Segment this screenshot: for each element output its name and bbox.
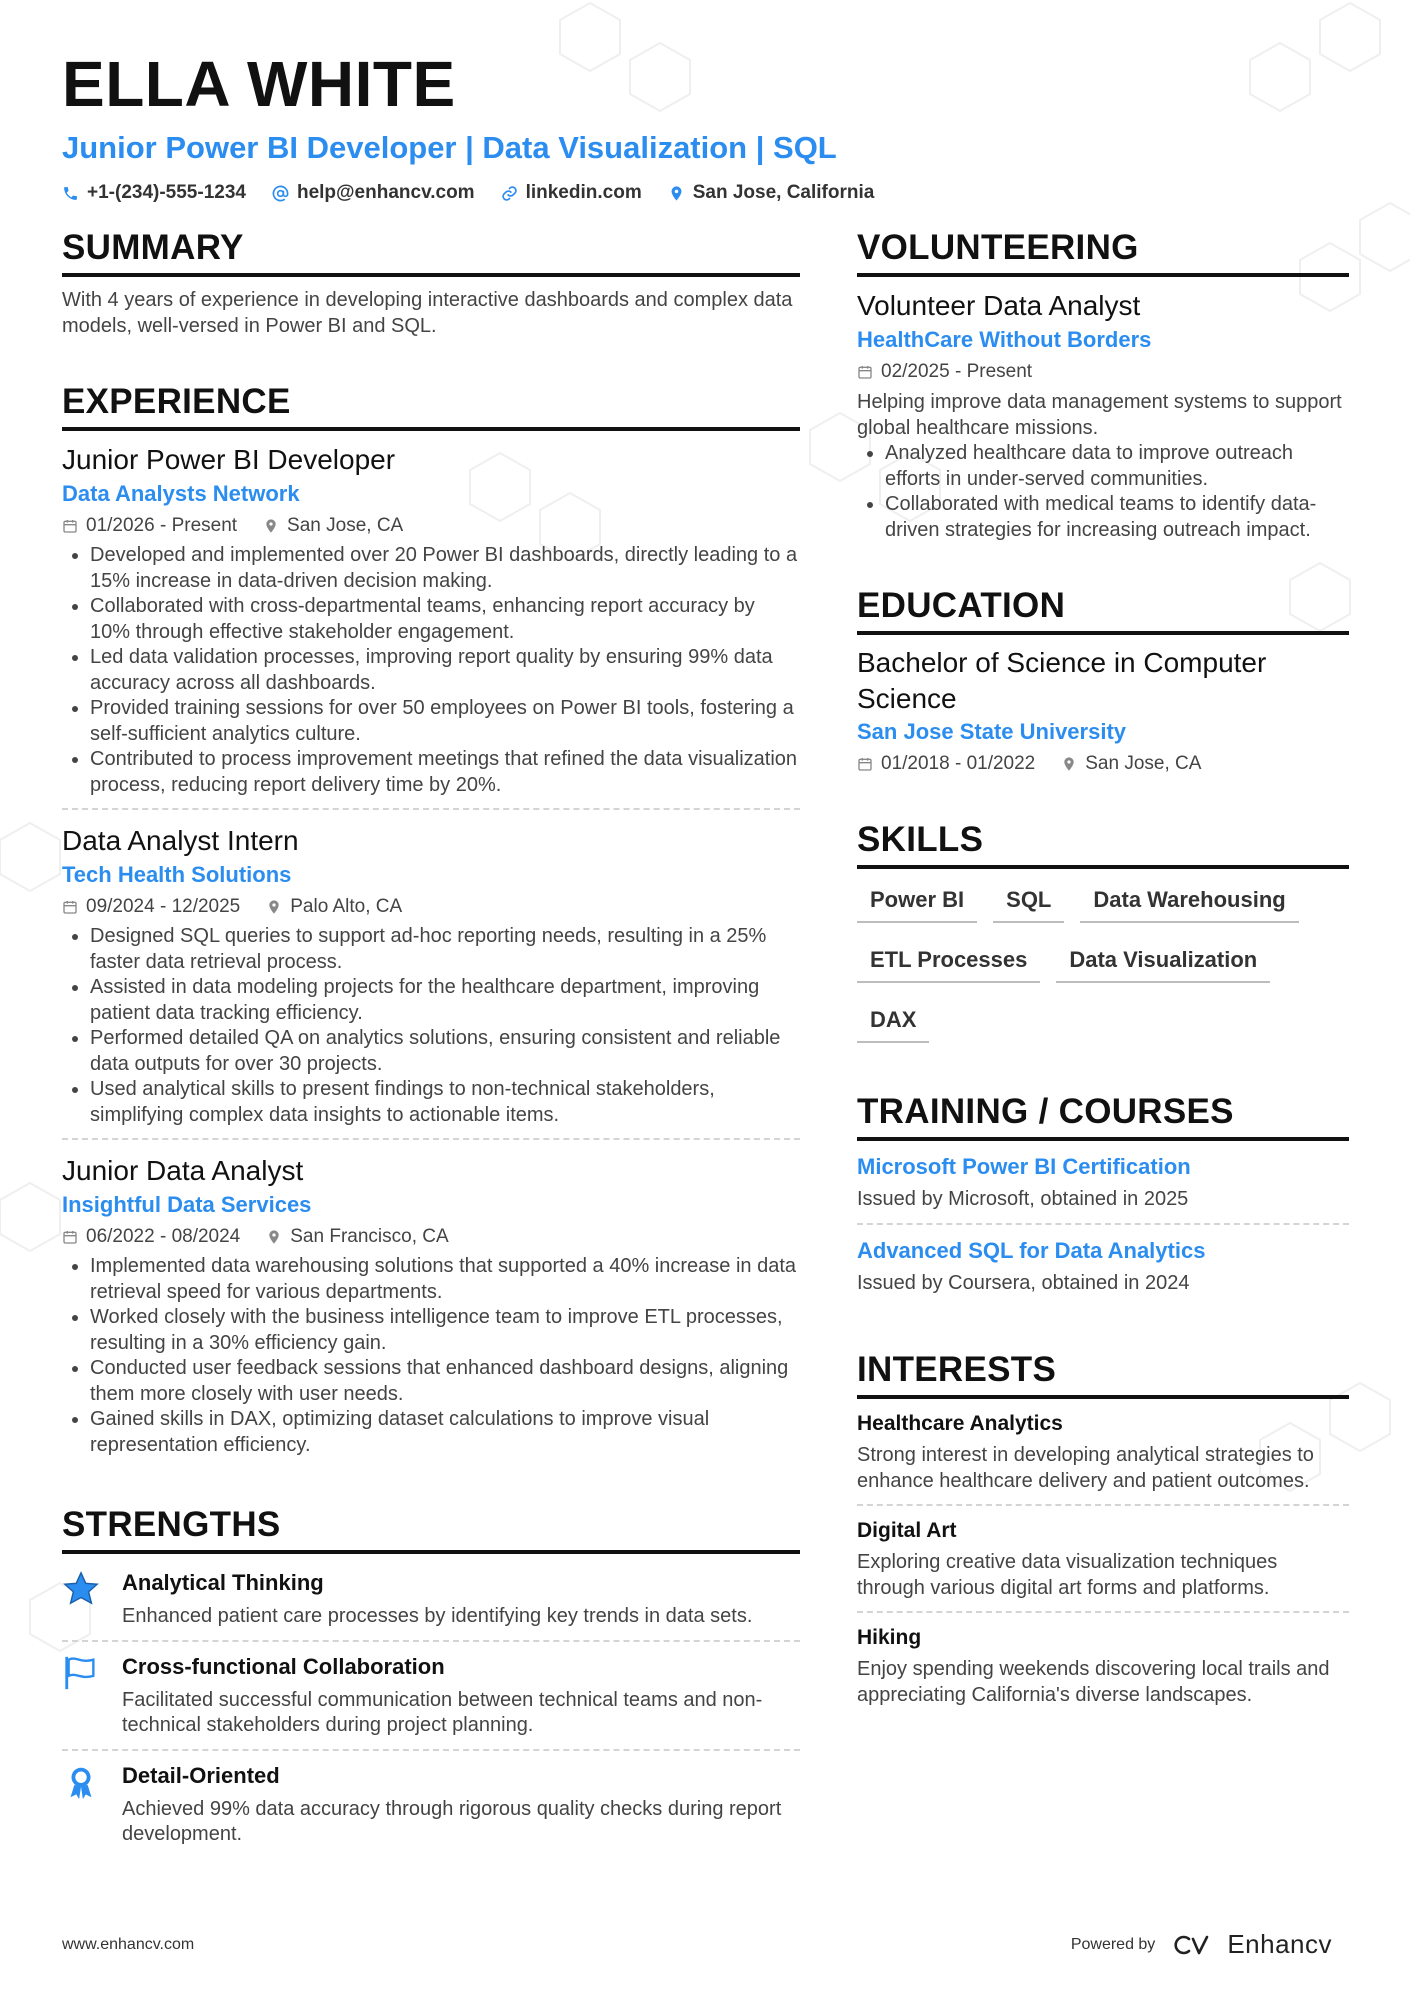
volunteer-org: HealthCare Without Borders (857, 327, 1152, 352)
list-item: • Gained skills in DAX, optimizing dataset calculations to improve visual representation efficiency. (90, 1407, 800, 1458)
volunteer-role: Volunteer Data Analyst (857, 290, 1141, 321)
interest-title: Digital Art (857, 1519, 957, 1542)
interest-desc: Enjoy spending weekends discovering local trails and appreciating California's diverse landscapes. (857, 1658, 1330, 1706)
list-item: • Collaborated with medical teams to identify data-driven strategies for increasing outreach impact. (885, 492, 1349, 543)
location-pin-icon (668, 185, 685, 202)
strength-item (62, 1642, 800, 1751)
section-title-interests: INTERESTS (857, 1347, 1349, 1399)
skill-tag: SQL (993, 879, 1064, 923)
job-company: Data Analysts Network (62, 481, 300, 506)
experience-entry (62, 1152, 800, 1468)
job-meta (62, 513, 800, 539)
job-location-text: San Jose, CA (287, 515, 404, 536)
powered-by-text: Powered by (1070, 1935, 1156, 1953)
section-title-volunteering: VOLUNTEERING (857, 225, 1349, 277)
location-pin-icon (266, 1229, 282, 1245)
course-title: Advanced SQL for Data Analytics (857, 1238, 1206, 1263)
brand-name: Enhancv (1227, 1929, 1332, 1959)
email-text: help@enhancv.com (296, 182, 475, 203)
list-item: • Developed and implemented over 20 Power BI dashboards, directly leading to a 15% increase in data-driven decision making. (90, 543, 800, 594)
star-icon (62, 1568, 100, 1630)
strength-desc: Facilitated successful communication between technical teams and non-technical stakeholders during project planning. (122, 1688, 763, 1736)
page-footer (62, 1929, 1332, 1960)
job-bullets (62, 924, 800, 1128)
contact-location (668, 182, 875, 204)
volunteering-section (857, 225, 1349, 543)
linkedin-text: linkedin.com (525, 182, 642, 203)
contact-bar (62, 182, 1352, 204)
volunteer-desc: Helping improve data management systems to support global healthcare missions. (857, 391, 1342, 439)
strength-title: Cross-functional Collaboration (122, 1653, 445, 1679)
education-dates-text: 01/2018 - 01/2022 (881, 753, 1036, 774)
strength-desc: Enhanced patient care processes by identifying key trends in data sets. (122, 1605, 753, 1627)
calendar-icon (62, 899, 78, 915)
education-meta (857, 751, 1349, 777)
experience-entry (62, 822, 800, 1140)
award-ribbon-icon (62, 1761, 100, 1848)
volunteer-bullets (857, 441, 1349, 543)
education-degree: Bachelor of Science in Computer Science (857, 647, 1267, 714)
skill-tag: Data Visualization (1056, 939, 1270, 983)
interest-item (857, 1409, 1349, 1506)
list-item: • Analyzed healthcare data to improve outreach efforts in under-served communities. (885, 441, 1349, 492)
summary-section (62, 225, 800, 339)
job-dates (62, 513, 237, 539)
section-title-training: TRAINING / COURSES (857, 1089, 1349, 1141)
course-item (857, 1151, 1349, 1225)
job-dates (62, 1224, 240, 1250)
contact-phone[interactable] (62, 182, 246, 204)
list-item: • Worked closely with the business intelligence team to improve ETL processes, resulting in a 30% efficiency gain. (90, 1305, 800, 1356)
job-bullets (62, 1254, 800, 1458)
phone-text: +1-(234)-555-1234 (87, 182, 246, 203)
strength-title: Analytical Thinking (122, 1570, 324, 1595)
section-title-education: EDUCATION (857, 583, 1349, 635)
phone-icon (62, 185, 79, 202)
candidate-name: ELLA WHITE (62, 48, 456, 120)
job-location (263, 513, 403, 539)
interest-item (857, 1516, 1349, 1613)
skill-tag: Power BI (857, 879, 977, 923)
job-location (266, 894, 402, 920)
section-title-experience: EXPERIENCE (62, 379, 800, 431)
job-meta (62, 894, 800, 920)
list-item: • Designed SQL queries to support ad-hoc reporting needs, resulting in a 25% faster data retrieval process. (90, 924, 800, 975)
job-role: Data Analyst Intern (62, 825, 299, 856)
list-item: • Provided training sessions for over 50 employees on Power BI tools, fostering a self-sufficient analytics culture. (90, 696, 800, 747)
skill-tag: DAX (857, 999, 929, 1043)
job-dates-text: 06/2022 - 08/2024 (86, 1226, 241, 1247)
contact-linkedin[interactable] (501, 182, 642, 204)
list-item: • Assisted in data modeling projects for the healthcare department, improving patient data tracking efficiency. (90, 975, 800, 1026)
list-item: • Collaborated with cross-departmental teams, enhancing report accuracy by 10% through effective stakeholder engagement. (90, 594, 800, 645)
footer-website[interactable]: www.enhancv.com (62, 1935, 195, 1953)
job-company: Insightful Data Services (62, 1192, 312, 1217)
footer-brand[interactable] (1071, 1929, 1332, 1960)
list-item: • Performed detailed QA on analytics solutions, ensuring consistent and reliable data outputs for over 30 projects. (90, 1026, 800, 1077)
resume-header (62, 44, 1352, 204)
enhancv-logo-icon (1169, 1933, 1213, 1957)
strength-desc: Achieved 99% data accuracy through rigorous quality checks during report development. (122, 1797, 782, 1845)
course-item (857, 1235, 1349, 1307)
right-column (857, 225, 1349, 1758)
at-sign-icon (272, 185, 289, 202)
list-item: • Led data validation processes, improving report quality by ensuring 99% data accuracy across all dashboards. (90, 645, 800, 696)
education-dates (857, 751, 1035, 777)
section-title-summary: SUMMARY (62, 225, 800, 277)
job-role: Junior Data Analyst (62, 1155, 304, 1186)
experience-entry (62, 441, 800, 810)
education-location-text: San Jose, CA (1085, 753, 1202, 774)
contact-email[interactable] (272, 182, 475, 204)
job-dates (62, 894, 240, 920)
course-desc: Issued by Coursera, obtained in 2024 (857, 1272, 1190, 1294)
headline: Junior Power BI Developer | Data Visualization | SQL (62, 130, 837, 165)
interest-desc: Exploring creative data visualization techniques through various digital art forms and platforms. (857, 1551, 1278, 1599)
left-column (62, 225, 800, 1898)
volunteer-dates-text: 02/2025 - Present (881, 361, 1033, 382)
volunteer-meta (857, 359, 1349, 385)
calendar-icon (857, 364, 873, 380)
strengths-section (62, 1502, 800, 1858)
location-pin-icon (1061, 756, 1077, 772)
interest-title: Hiking (857, 1626, 922, 1649)
interest-desc: Strong interest in developing analytical strategies to enhance healthcare delivery and patient outcomes. (857, 1444, 1314, 1492)
skill-tag: Data Warehousing (1080, 879, 1298, 923)
skill-tag: ETL Processes (857, 939, 1040, 983)
calendar-icon (62, 1229, 78, 1245)
job-location-text: Palo Alto, CA (290, 896, 403, 917)
job-bullets (62, 543, 800, 798)
job-dates-text: 01/2026 - Present (86, 515, 238, 536)
link-icon (501, 185, 518, 202)
job-dates-text: 09/2024 - 12/2025 (86, 896, 241, 917)
job-location (266, 1224, 448, 1250)
course-title: Microsoft Power BI Certification (857, 1154, 1191, 1179)
summary-text: With 4 years of experience in developing interactive dashboards and complex data models, well-versed in Power BI and SQL. (62, 289, 793, 337)
list-item: • Used analytical skills to present findings to non-technical stakeholders, simplifying complex data insights to actionable items. (90, 1077, 800, 1128)
course-desc: Issued by Microsoft, obtained in 2025 (857, 1188, 1189, 1210)
training-section (857, 1089, 1349, 1307)
education-section (857, 583, 1349, 777)
job-company: Tech Health Solutions (62, 862, 292, 887)
calendar-icon (62, 518, 78, 534)
skills-section (857, 817, 1349, 1059)
job-location-text: San Francisco, CA (290, 1226, 449, 1247)
education-location (1061, 751, 1201, 777)
location-text: San Jose, California (692, 182, 875, 203)
interests-section (857, 1347, 1349, 1718)
education-school: San Jose State University (857, 719, 1127, 744)
list-item: • Conducted user feedback sessions that enhanced dashboard designs, aligning them more closely with user needs. (90, 1356, 800, 1407)
volunteer-dates (857, 359, 1032, 385)
job-role: Junior Power BI Developer (62, 444, 396, 475)
flag-icon (62, 1652, 100, 1739)
calendar-icon (857, 756, 873, 772)
interest-title: Healthcare Analytics (857, 1412, 1063, 1435)
section-title-skills: SKILLS (857, 817, 1349, 869)
job-meta (62, 1224, 800, 1250)
strength-item (62, 1558, 800, 1642)
list-item: • Implemented data warehousing solutions that supported a 40% increase in data retrieval speed for various departments. (90, 1254, 800, 1305)
location-pin-icon (263, 518, 279, 534)
list-item: • Contributed to process improvement meetings that refined the data visualization process, reducing report delivery time by 20%. (90, 747, 800, 798)
section-title-strengths: STRENGTHS (62, 1502, 800, 1554)
skills-list (857, 879, 1349, 1059)
strength-title: Detail-Oriented (122, 1762, 280, 1788)
location-pin-icon (266, 899, 282, 915)
experience-section (62, 379, 800, 1468)
strength-item (62, 1751, 800, 1858)
interest-item (857, 1623, 1349, 1718)
